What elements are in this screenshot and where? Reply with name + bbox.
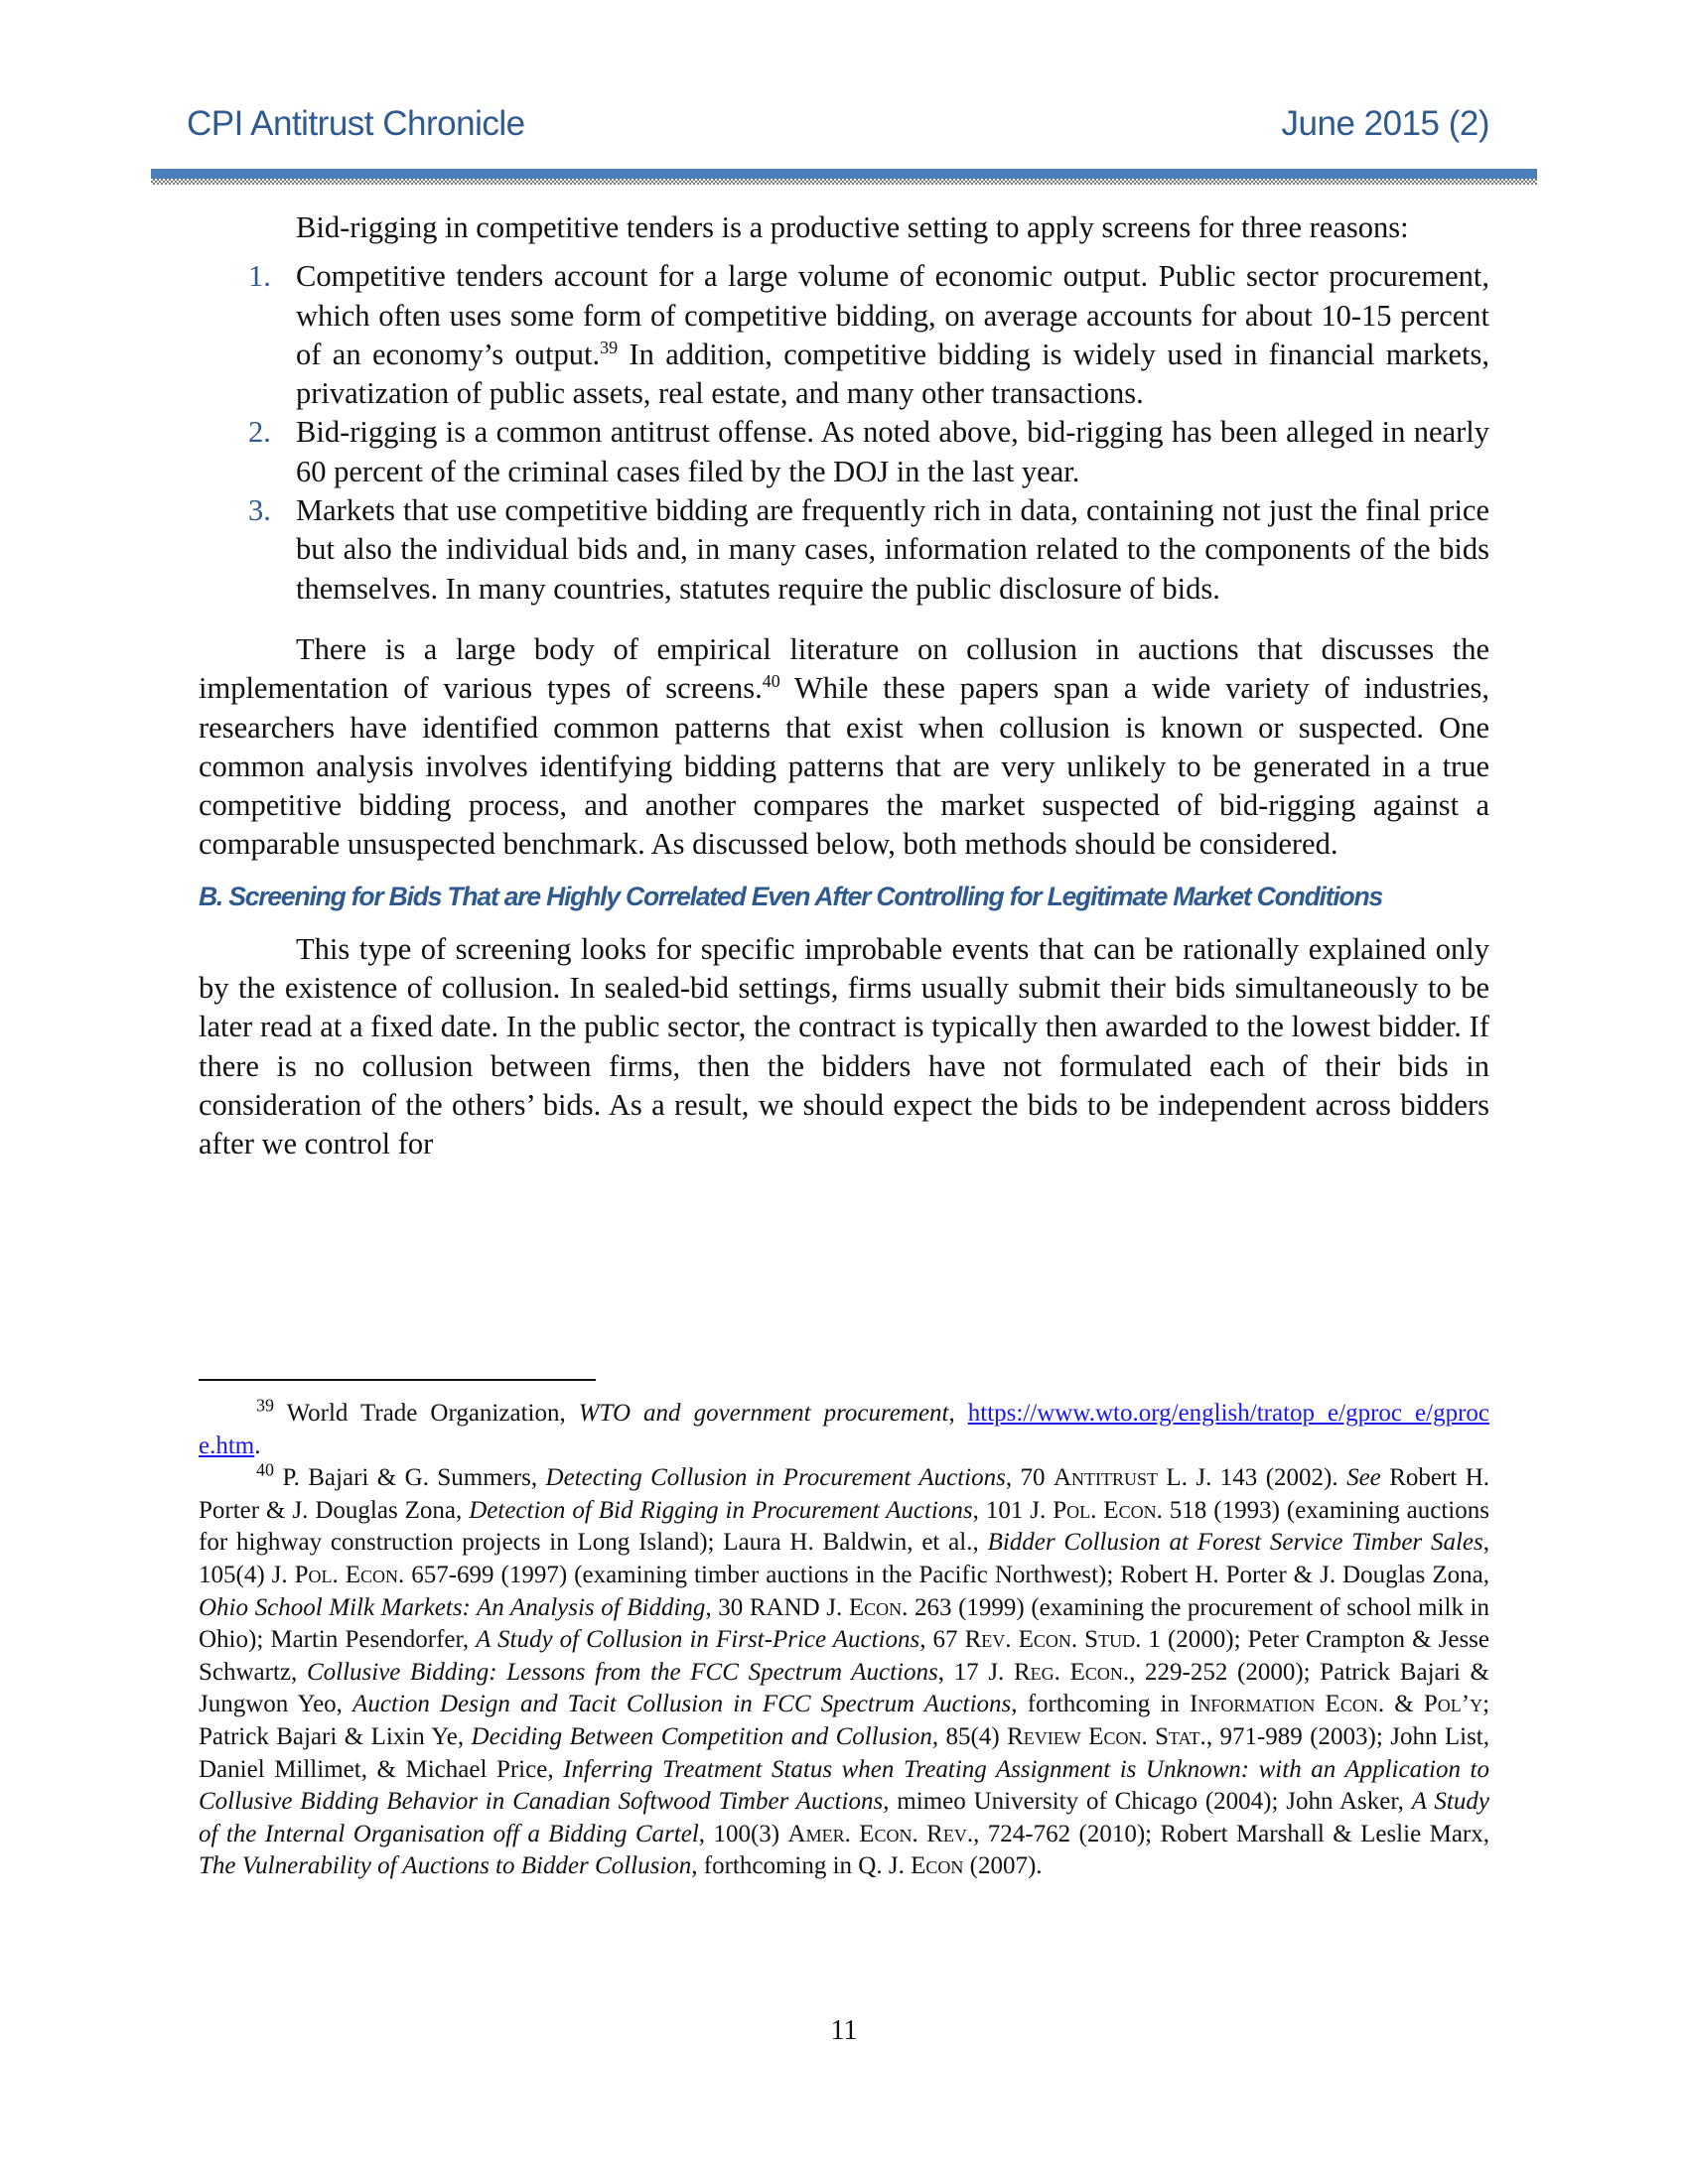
citation-text: Review Econ. Stat. (1007, 1722, 1206, 1750)
list-item (199, 257, 1489, 413)
citation-text: 518 (1993) (examining auctions for highway construction projects in Long Island); Laura H. Baldwin, et al., (199, 1496, 1489, 1557)
paragraph-text: There is a large body of empirical literature on collusion in auctions that discusses the implementation of various types of screens. (199, 631, 1489, 706)
citation-text: , 971-989 (2003); John List, Daniel Millimet, & Michael Price, (199, 1722, 1490, 1783)
citation-title: Auction Design and Tacit Collusion in FCC Spectrum Auctions (352, 1691, 1012, 1718)
footnote-separator (199, 1379, 596, 1381)
citation-text: 263 (1999) (examining the procurement of school milk in Ohio); Martin Pesendorfer, (199, 1593, 1489, 1654)
header-band (151, 169, 1537, 179)
citation-text: 657-699 (1997) (examining timber auctions in the Pacific Northwest); Robert H. Porter & J. Douglas Zona, (404, 1561, 1489, 1588)
footnote-40-body (199, 1464, 1489, 1879)
citation-text: Econ. (848, 1593, 909, 1621)
citation-title: Collusive Bidding: Lessons from the FCC Spectrum Auctions (306, 1658, 938, 1686)
literature-paragraph (199, 630, 1489, 865)
citation-title: Bidder Collusion at Forest Service Timber Sales (987, 1529, 1483, 1557)
footnote-number: 40 (256, 1459, 274, 1480)
paragraph-text-cont: While these papers span a wide variety of industries, researchers have identified common patterns that exist when collusion is known or suspected. One common analysis involves identifying bidding patterns that are very unlikely to be generated in a true competitive bidding process, and another compares the market suspected of bid-rigging against a comparable unsuspected benchmark. As discussed below, both methods should be considered. (199, 671, 1490, 862)
citation-text: Information Econ. & Pol’y (1190, 1691, 1483, 1718)
footnote-39 (199, 1395, 1489, 1462)
citation-text: , 70 (1005, 1464, 1054, 1492)
citation-text: Pol. Econ. (294, 1561, 405, 1588)
wto-link[interactable]: https://www.wto.org/english/tratop e/gproc e/gproc e.htm (199, 1400, 1489, 1459)
citation-text: P. Bajari & G. Summers, (282, 1464, 546, 1492)
citation-text: , 30 RAND J. (705, 1593, 849, 1621)
page-number: 11 (830, 2015, 858, 2046)
citation-title: Deciding Between Competition and Collusion (471, 1722, 932, 1750)
footnote-ref-40[interactable]: 40 (762, 671, 780, 692)
main-content (199, 208, 1489, 1164)
citation-text: Rev. Econ. Stud. (964, 1626, 1142, 1654)
footnote-40 (199, 1459, 1490, 1883)
citation-text: , mimeo University of Chicago (2004); John Asker, (883, 1788, 1412, 1816)
list-text: Competitive tenders account for a large volume of economic output. Public sector procurement, which often uses some form of competitive bidding, on average accounts for about 10-15 percent of an economy’s output. (296, 259, 1489, 371)
citation-text: L. J. 143 (2002). (1158, 1464, 1347, 1492)
list-item (199, 413, 1489, 491)
screening-paragraph: This type of screening looks for specific improbable events that can be rationally explained only by the existence of collusion. In sealed-bid settings, firms usually submit their bids simultaneously to be later read at a fixed date. In the public sector, the contract is typically then awarded to the lowest bidder. If there is no collusion between firms, then the bidders have not formulated each of their bids in consideration of the others’ bids. As a result, we should expect the bids to be independent across bidders after we control for (199, 931, 1489, 1161)
list-text: Bid-rigging is a common antitrust offense. As noted above, bid-rigging has been alleged in nearly 60 percent of the criminal cases filed by the DOJ in the last year. (296, 415, 1489, 488)
footnotes (199, 1395, 1490, 1883)
citation-text: , 105(4) J. (199, 1529, 1489, 1588)
citation-text: Antitrust (1053, 1464, 1158, 1492)
footnote-title: WTO and government procurement (578, 1400, 949, 1427)
list-number: 3. (248, 493, 271, 528)
citation-title: See (1346, 1464, 1381, 1492)
citation-text: , forthcoming in Q. J. (691, 1852, 912, 1880)
intro-paragraph: Bid-rigging in competitive tenders is a productive setting to apply screens for three reasons: (296, 210, 1409, 244)
citation-text: , 100(3) (698, 1820, 788, 1847)
citation-text: ; Patrick Bajari & Lixin Ye, (199, 1691, 1490, 1750)
citation-title: A Study of Collusion in First-Price Auctions (476, 1626, 920, 1654)
list-item (199, 491, 1489, 609)
citation-text: , 229-252 (2000); Patrick Bajari & Jungwon Yeo, (199, 1658, 1490, 1718)
citation-text: Amer. Econ. Rev. (787, 1820, 974, 1847)
citation-title: Inferring Treatment Status when Treating Assignment is Unknown: with an Application to Collusive Bidding Behavior in Canadian Softwood Timber Auctions (199, 1755, 1489, 1816)
list-number: 1. (248, 259, 271, 294)
citation-title: Detection of Bid Rigging in Procurement Auctions (469, 1496, 973, 1524)
header-band-pattern (151, 179, 1537, 185)
citation-text: Pol. Econ. (1053, 1496, 1163, 1524)
citation-text: Reg. Econ. (1013, 1658, 1130, 1686)
citation-title: Detecting Collusion in Procurement Auctions (545, 1464, 1006, 1492)
citation-text: , 17 J. (937, 1658, 1014, 1686)
citation-text: , 724-762 (2010); Robert Marshall & Leslie Marx, (973, 1820, 1489, 1847)
period: . (254, 1432, 261, 1459)
citation-text: 1 (2000); Peter Crampton & Jesse Schwartz, (199, 1626, 1490, 1686)
publication-title: CPI Antitrust Chronicle (187, 104, 525, 143)
section-heading: B. Screening for Bids That are Highly Correlated Even After Controlling for Legitimate Market Conditions (199, 881, 1383, 911)
reasons-list (199, 257, 1489, 609)
footnote-author: World Trade Organization, (286, 1400, 579, 1427)
list-text-cont: In addition, competitive bidding is widely used in financial markets, privatization of public assets, real estate, and many other transactions. (296, 337, 1489, 411)
citation-title: A Study of the Internal Organisation off a Bidding Cartel (199, 1788, 1489, 1847)
citation-text: , 85(4) (931, 1722, 1008, 1750)
citation-text: , 67 (919, 1626, 965, 1654)
running-header (187, 99, 1489, 149)
citation-title: Ohio School Milk Markets: An Analysis of Bidding (199, 1593, 706, 1621)
citation-title: The Vulnerability of Auctions to Bidder Collusion (199, 1852, 692, 1880)
citation-text: , forthcoming in (1011, 1691, 1191, 1718)
list-text: Markets that use competitive bidding are frequently rich in data, containing not just the final price but also the individual bids and, in many cases, information related to the components of the bids themselves. In many countries, statutes require the public disclosure of bids. (296, 493, 1489, 606)
citation-text: Econ (911, 1852, 964, 1880)
footnote-ref-39[interactable]: 39 (600, 337, 619, 357)
separator: , (948, 1400, 968, 1427)
citation-text: Robert H. Porter & J. Douglas Zona, (199, 1464, 1489, 1524)
citation-text: (2007). (963, 1852, 1043, 1880)
issue-date: June 2015 (2) (1281, 104, 1489, 143)
footnote-number: 39 (256, 1395, 274, 1416)
list-number: 2. (248, 415, 271, 450)
citation-text: , 101 J. (972, 1496, 1054, 1524)
